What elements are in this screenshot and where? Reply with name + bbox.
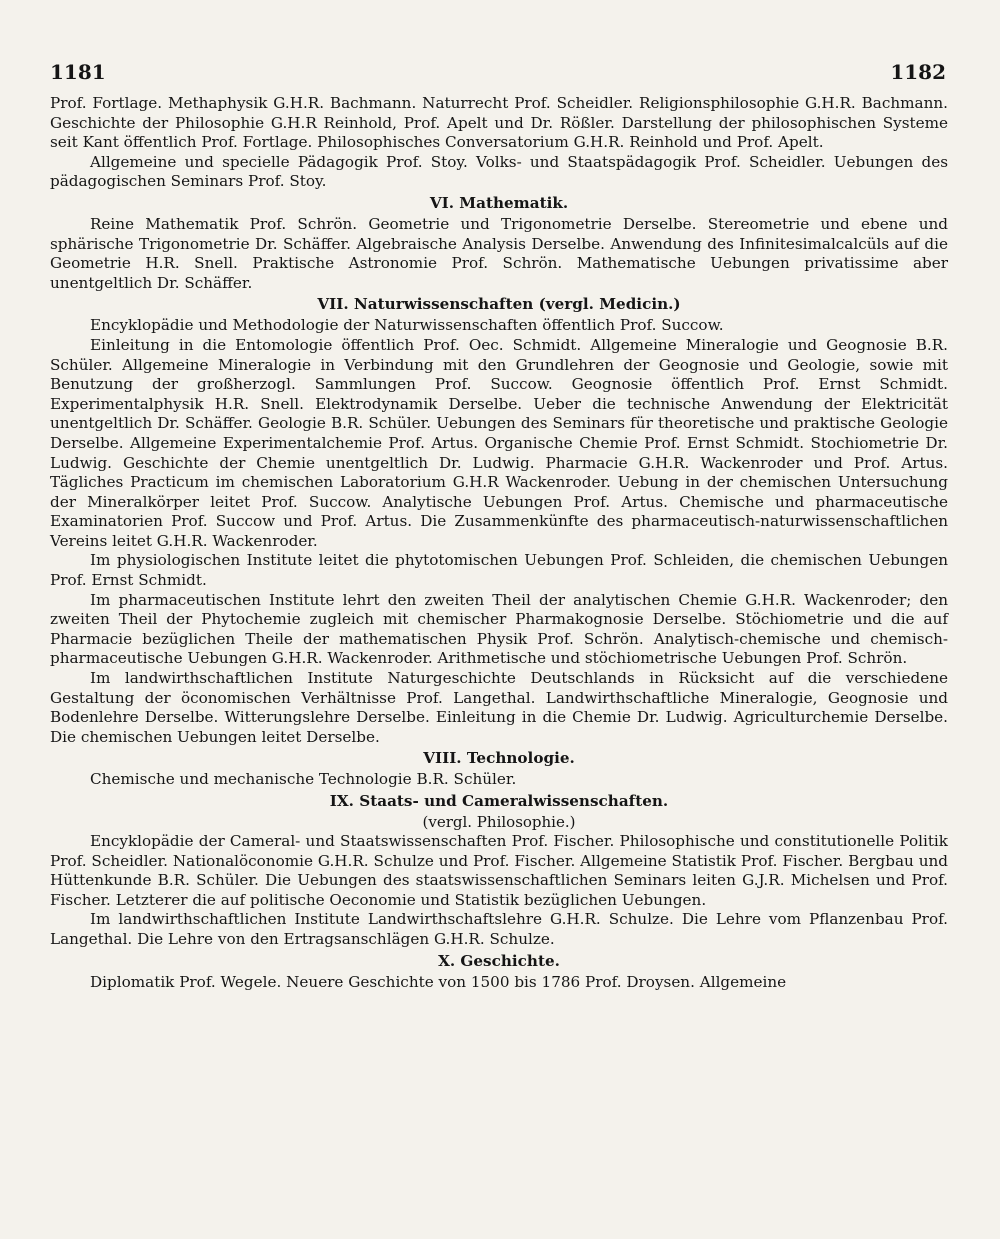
page-number-right: 1182 <box>890 60 946 84</box>
paragraph: Im pharmaceutischen Institute lehrt den zweiten Theil der analytischen Chemie G.H.R. Wackenroder; den zweiten Theil der Phytochemie zugleich mit chemischer Pharmakognosie Derselbe. Stöchiometrie und die auf Pharmacie bezüglichen Theile der mathematischen Physik Prof. Schrön. Analytisch-chemische und chemisch-pharmaceutische Uebungen G.H.R. Wackenroder. Arithmetische und stöchiometrische Uebungen Prof. Schrön. <box>50 590 948 668</box>
paragraph: Allgemeine und specielle Pädagogik Prof. Stoy. Volks- und Staatspädagogik Prof. Scheidler. Uebungen des pädagogischen Seminars Prof. Stoy. <box>50 152 948 191</box>
section-heading: IX. Staats- und Cameralwissenschaften. <box>329 792 669 810</box>
paragraph: Prof. Fortlage. Methaphysik G.H.R. Bachmann. Naturrecht Prof. Scheidler. Religionsphilosophie G.H.R. Bachmann. Geschichte der Philosophie G.H.R Reinhold, Prof. Apelt und Dr. Rößler. Darstellung der philosophischen Systeme seit Kant öffentlich Prof. Fortlage. Philosophisches Conversatorium G.H.R. Reinhold und Prof. Apelt. <box>50 94 948 152</box>
paragraph: Im physiologischen Institute leitet die phytotomischen Uebungen Prof. Schleiden, die chemischen Uebungen Prof. Ernst Schmidt. <box>50 551 948 590</box>
paragraph: Im landwirthschaftlichen Institute Naturgeschichte Deutschlands in Rücksicht auf die verschiedene Gestaltung der öconomischen Verhältnisse Prof. Langethal. Landwirthschaftliche Mineralogie, Geognosie und Bodenlehre Derselbe. Witterungslehre Derselbe. Einleitung in die Chemie Dr. Ludwig. Agriculturchemie Derselbe. Die chemischen Uebungen leitet Derselbe. <box>50 669 948 746</box>
section-heading: VIII. Technologie. <box>423 749 575 768</box>
section-heading: X. Geschichte. <box>438 951 560 970</box>
section-subheading: (vergl. Philosophie.) <box>422 813 576 831</box>
section-heading: VI. Mathematik. <box>429 193 569 212</box>
section-heading: VII. Naturwissenschaften (vergl. Medicin.) <box>317 295 681 314</box>
page-number-left: 1181 <box>50 60 106 84</box>
paragraph: Encyklopädie und Methodologie der Naturwissenschaften öffentlich Prof. Succow. <box>90 316 724 335</box>
paragraph: Encyklopädie der Cameral- und Staatswissenschaften Prof. Fischer. Philosophische und constitutionelle Politik Prof. Scheidler. Nationalöconomie G.H.R. Schulze und Prof. Fischer. Allgemeine Statistik Prof. Fischer. Bergbau und Hüttenkunde B.R. Schüler. Die Uebungen des staatswissenschaftlichen Seminars leiten G.J.R. Michelsen und Prof. Fischer. Letzterer die auf politische Oeconomie und Statistik bezüglichen Uebungen. <box>50 832 948 909</box>
body-text <box>50 94 948 992</box>
page-header <box>50 60 946 84</box>
paragraph: Einleitung in die Entomologie öffentlich Prof. Oec. Schmidt. Allgemeine Mineralogie und Geognosie B.R. Schüler. Allgemeine Mineralogie in Verbindung mit den Grundlehren der Geognosie und Geologie, sowie mit Benutzung der großherzogl. Sammlungen Prof. Succow. Geognosie öffentlich Prof. Ernst Schmidt. Experimentalphysik H.R. Snell. Elektrodynamik Derselbe. Ueber die technische Anwendung der Elektricität unentgeltlich Dr. Schäffer. Geologie B.R. Schüler. Uebungen des Seminars für theoretische und praktische Geologie Derselbe. Allgemeine Experimentalchemie Prof. Artus. Organische Chemie Prof. Ernst Schmidt. Stochiometrie Dr. Ludwig. Geschichte der Chemie unentgeltlich Dr. Ludwig. Pharmacie G.H.R. Wackenroder und Prof. Artus. Tägliches Practicum im chemischen Laboratorium G.H.R Wackenroder. Uebung in der chemischen Untersuchung der Mineralkörper leitet Prof. Succow. Analytische Uebungen Prof. Artus. Chemische und pharmaceutische Examinatorien Prof. Succow und Prof. Artus. Die Zusammenkünfte des pharmaceutisch-naturwissenschaftlichen Vereins leitet G.H.R. Wackenroder. <box>50 335 948 550</box>
paragraph: Im landwirthschaftlichen Institute Landwirthschaftslehre G.H.R. Schulze. Die Lehre vom Pflanzenbau Prof. Langethal. Die Lehre von den Ertragsanschlägen G.H.R. Schulze. <box>50 910 948 948</box>
paragraph: Diplomatik Prof. Wegele. Neuere Geschichte von 1500 bis 1786 Prof. Droysen. Allgemeine <box>90 972 787 991</box>
paragraph: Chemische und mechanische Technologie B.R. Schüler. <box>90 770 517 789</box>
paragraph: Reine Mathematik Prof. Schrön. Geometrie und Trigonometrie Derselbe. Stereometrie und ebene und sphärische Trigonometrie Dr. Schäffer. Algebraische Analysis Derselbe. Anwendung des Infinitesimalcalcüls auf die Geometrie H.R. Snell. Praktische Astronomie Prof. Schrön. Mathematische Uebungen privatissime aber unentgeltlich Dr. Schäffer. <box>50 214 948 292</box>
